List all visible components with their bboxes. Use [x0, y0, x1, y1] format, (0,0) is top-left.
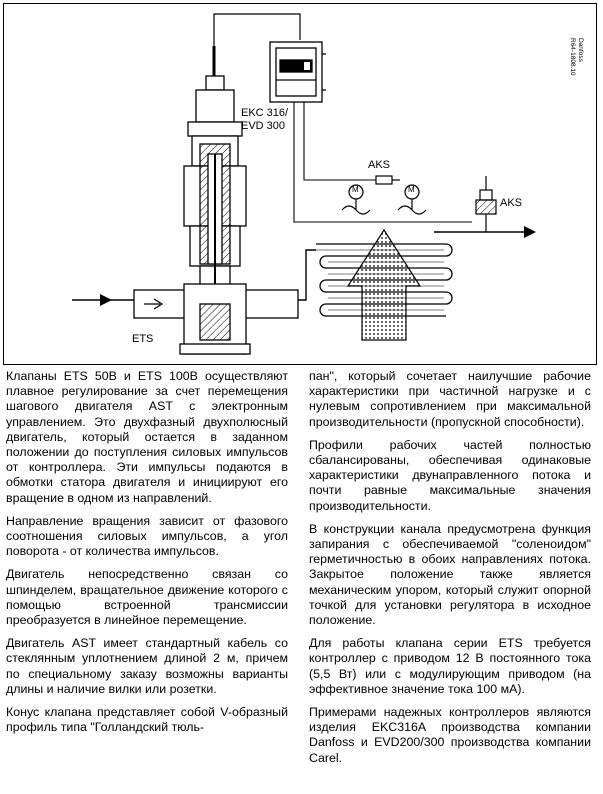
diagram-drawing	[4, 4, 596, 364]
airflow-arrow	[348, 230, 420, 340]
valve-system-diagram	[3, 3, 597, 365]
controller-box	[270, 42, 326, 102]
motor-2-label: M	[408, 185, 415, 194]
paragraph: Направление вращения зависит от фазового соотношения силовых импульсов, а угол поворота - от количества импульсов.	[6, 513, 288, 559]
motor-1-label: M	[352, 185, 359, 194]
aks-right-label: AKS	[500, 197, 523, 209]
valve-body	[134, 284, 298, 354]
figure-code-2: R64-1808.10	[569, 38, 576, 76]
paragraph: Профили рабочих частей полностью сбалансированы, обеспечивая одинаковые характеристики двунаправленного потока и почти равные максимальные значения производительности.	[309, 437, 591, 513]
aks-sensor-top	[376, 176, 400, 184]
aks-sensor-right	[476, 176, 496, 232]
ets-label: ETS	[132, 333, 154, 345]
figure-code-1: Danfoss	[577, 38, 584, 62]
aks-top-label: AKS	[368, 159, 391, 171]
sensor-wire-top	[304, 102, 376, 180]
paragraph: Двигатель непосредственно связан со шпинделем, вращательное движение которого с помощью встроенной трансмиссии преобразуется в линейное перемещение.	[6, 567, 288, 628]
text-column-left	[6, 369, 288, 743]
motor-cable	[214, 14, 300, 46]
paragraph: Конус клапана представляет собой V-образный профиль типа "Голландский тюль-	[6, 705, 288, 735]
paragraph: Двигатель AST имеет стандартный кабель со стеклянным уплотнением длиной 2 м, причем по специальному заказу возможны варианты длины и наличие вилки или розетки.	[6, 636, 288, 696]
text-column-right	[309, 369, 591, 774]
paragraph: Для работы клапана серии ETS требуется контроллер с приводом 12 В постоянного тока (5,5 Вт) или с модулирующим приводом (на эффективное значение тока 100 мА).	[309, 636, 591, 696]
paragraph: Примерами надежных контроллеров являются изделия EKC316A производства компании Danfoss и EVD200/300 производства компании Carel.	[309, 705, 591, 765]
paragraph: Клапаны ETS 50B и ETS 100B осуществляют плавное регулирование за счет перемещения шагового двигателя AST с электронным управлением. Это двухфазный двухполюсный двигатель, который остается в заданном положении до поступления силовых импульсов от контроллера. Эти импульсы подаются в обмотки статора двигателя и инициируют его вращение в одном из направлений.	[6, 369, 288, 505]
controller-label: EKC 316/	[241, 107, 289, 119]
valve-actuator	[184, 76, 246, 304]
paragraph: пан", который сочетает наилучшие рабочие характеристики при частичной нагрузке и с нулевым сопротивлением при максимальной производительности (пропускной способности).	[309, 369, 591, 429]
controller-label-2: EVD 300	[241, 120, 286, 132]
paragraph: В конструкции канала предусмотрена функция запирания с обеспечиваемой "соленоидом" герметичностью в обоих направлениях потока. Закрытое положение также является механическим упором, который служит опорной точкой для установки регулятора в исходное положение.	[309, 521, 591, 628]
